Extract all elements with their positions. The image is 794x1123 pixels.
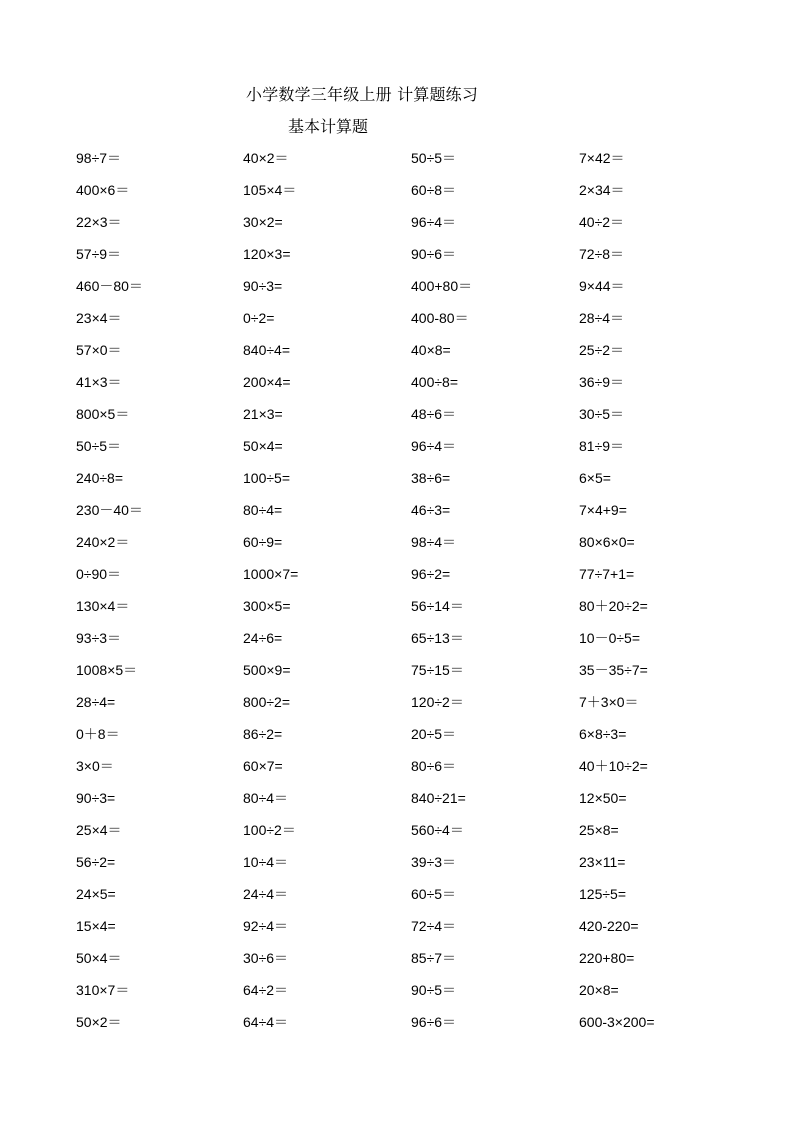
problem-item: 30÷6＝ bbox=[243, 950, 289, 966]
problem-item: 48÷6＝ bbox=[411, 406, 457, 422]
problem-item: 96÷6＝ bbox=[411, 1014, 457, 1030]
problem-item: 12×50= bbox=[579, 790, 627, 806]
problem-item: 60÷9= bbox=[243, 534, 283, 550]
problem-item: 22×3＝ bbox=[76, 214, 122, 230]
problem-item: 56÷2= bbox=[76, 854, 116, 870]
problem-item: 40÷2＝ bbox=[579, 214, 625, 230]
problem-item: 23×4＝ bbox=[76, 310, 122, 326]
problem-item: 80÷6＝ bbox=[411, 758, 457, 774]
problem-item: 800÷2= bbox=[243, 694, 291, 710]
problem-item: 56÷14＝ bbox=[411, 598, 464, 614]
problem-item: 36÷9＝ bbox=[579, 374, 625, 390]
problem-item: 80×6×0= bbox=[579, 534, 635, 550]
problem-item: 65÷13＝ bbox=[411, 630, 464, 646]
problem-item: 3×0＝ bbox=[76, 758, 114, 774]
problem-item: 75÷15＝ bbox=[411, 662, 464, 678]
problem-item: 0＋8＝ bbox=[76, 726, 120, 742]
problem-item: 50÷5＝ bbox=[76, 438, 122, 454]
problem-item: 400+80＝ bbox=[411, 278, 473, 294]
problem-item: 39÷3＝ bbox=[411, 854, 457, 870]
problem-item: 72÷8＝ bbox=[579, 246, 625, 262]
problem-item: 80÷4= bbox=[243, 502, 283, 518]
problem-item: 50×4＝ bbox=[76, 950, 122, 966]
problem-item: 23×11= bbox=[579, 854, 626, 870]
problem-item: 80＋20÷2= bbox=[579, 598, 648, 614]
problem-item: 72÷4＝ bbox=[411, 918, 457, 934]
problem-item: 500×9= bbox=[243, 662, 291, 678]
problem-item: 15×4= bbox=[76, 918, 116, 934]
problem-item: 130×4＝ bbox=[76, 598, 130, 614]
problem-item: 400-80＝ bbox=[411, 310, 469, 326]
problem-item: 98÷7＝ bbox=[76, 150, 122, 166]
problem-item: 7×4+9= bbox=[579, 502, 627, 518]
problem-item: 28÷4＝ bbox=[579, 310, 625, 326]
problem-item: 60÷5＝ bbox=[411, 886, 457, 902]
problem-item: 7＋3×0＝ bbox=[579, 694, 639, 710]
problem-item: 240×2＝ bbox=[76, 534, 130, 550]
problem-item: 20×8= bbox=[579, 982, 619, 998]
problem-item: 100÷5= bbox=[243, 470, 291, 486]
problem-item: 96÷4＝ bbox=[411, 438, 457, 454]
problem-item: 60÷8＝ bbox=[411, 182, 457, 198]
problem-item: 25×4＝ bbox=[76, 822, 122, 838]
problem-item: 93÷3＝ bbox=[76, 630, 122, 646]
problem-item: 50×4= bbox=[243, 438, 283, 454]
problem-item: 10÷4＝ bbox=[243, 854, 289, 870]
problem-item: 120÷2＝ bbox=[411, 694, 464, 710]
problem-item: 1008×5＝ bbox=[76, 662, 138, 678]
section-heading: 基本计算题 bbox=[288, 117, 369, 136]
problem-item: 1000×7= bbox=[243, 566, 299, 582]
problem-item: 420-220= bbox=[579, 918, 639, 934]
problem-item: 100÷2＝ bbox=[243, 822, 296, 838]
problem-item: 24÷4＝ bbox=[243, 886, 289, 902]
problem-item: 86÷2= bbox=[243, 726, 283, 742]
problem-item: 10－0÷5= bbox=[579, 630, 641, 646]
problem-item: 77÷7+1= bbox=[579, 566, 635, 582]
problem-item: 64÷4＝ bbox=[243, 1014, 289, 1030]
problem-item: 230－40＝ bbox=[76, 502, 143, 518]
problem-item: 240÷8= bbox=[76, 470, 124, 486]
problem-item: 200×4= bbox=[243, 374, 291, 390]
problem-item: 81÷9＝ bbox=[579, 438, 625, 454]
problem-item: 41×3＝ bbox=[76, 374, 122, 390]
problem-item: 25÷2＝ bbox=[579, 342, 625, 358]
problem-item: 40×8= bbox=[411, 342, 451, 358]
problem-item: 300×5= bbox=[243, 598, 291, 614]
problem-item: 560÷4＝ bbox=[411, 822, 464, 838]
problem-item: 9×44＝ bbox=[579, 278, 625, 294]
problem-item: 460－80＝ bbox=[76, 278, 143, 294]
problem-item: 50÷5＝ bbox=[411, 150, 457, 166]
problem-item: 35－35÷7= bbox=[579, 662, 648, 678]
problem-grid bbox=[76, 147, 756, 1043]
problem-item: 96÷2= bbox=[411, 566, 451, 582]
problem-item: 46÷3= bbox=[411, 502, 451, 518]
problem-item: 40×2＝ bbox=[243, 150, 289, 166]
problem-item: 92÷4＝ bbox=[243, 918, 289, 934]
problem-item: 20÷5＝ bbox=[411, 726, 457, 742]
problem-item: 85÷7＝ bbox=[411, 950, 457, 966]
problem-item: 6×5= bbox=[579, 470, 611, 486]
problem-item: 96÷4＝ bbox=[411, 214, 457, 230]
problem-item: 90÷3= bbox=[243, 278, 283, 294]
problem-item: 80÷4＝ bbox=[243, 790, 289, 806]
problem-item: 2×34＝ bbox=[579, 182, 625, 198]
problem-item: 0÷2= bbox=[243, 310, 275, 326]
problem-item: 38÷6= bbox=[411, 470, 451, 486]
problem-item: 90÷3= bbox=[76, 790, 116, 806]
problem-item: 125÷5= bbox=[579, 886, 627, 902]
problem-item: 105×4＝ bbox=[243, 182, 297, 198]
problem-item: 6×8÷3= bbox=[579, 726, 627, 742]
problem-item: 50×2＝ bbox=[76, 1014, 122, 1030]
problem-item: 25×8= bbox=[579, 822, 619, 838]
problem-item: 98÷4＝ bbox=[411, 534, 457, 550]
problem-item: 0÷90＝ bbox=[76, 566, 122, 582]
problem-item: 840÷21= bbox=[411, 790, 466, 806]
problem-item: 24×5= bbox=[76, 886, 116, 902]
problem-item: 30×2= bbox=[243, 214, 283, 230]
problem-item: 24÷6= bbox=[243, 630, 283, 646]
problem-item: 40＋10÷2= bbox=[579, 758, 648, 774]
problem-item: 60×7= bbox=[243, 758, 283, 774]
problem-item: 400×6＝ bbox=[76, 182, 130, 198]
problem-item: 120×3= bbox=[243, 246, 291, 262]
problem-item: 90÷6＝ bbox=[411, 246, 457, 262]
problem-item: 57÷9＝ bbox=[76, 246, 122, 262]
problem-item: 310×7＝ bbox=[76, 982, 130, 998]
problem-item: 220+80= bbox=[579, 950, 635, 966]
problem-item: 7×42＝ bbox=[579, 150, 625, 166]
problem-item: 400÷8= bbox=[411, 374, 459, 390]
problem-item: 57×0＝ bbox=[76, 342, 122, 358]
problem-item: 30÷5＝ bbox=[579, 406, 625, 422]
problem-item: 90÷5＝ bbox=[411, 982, 457, 998]
problem-item: 28÷4= bbox=[76, 694, 116, 710]
problem-item: 600-3×200= bbox=[579, 1014, 655, 1030]
problem-item: 64÷2＝ bbox=[243, 982, 289, 998]
page-title: 小学数学三年级上册 计算题练习 bbox=[246, 85, 479, 104]
problem-item: 21×3= bbox=[243, 406, 283, 422]
problem-item: 800×5＝ bbox=[76, 406, 130, 422]
problem-item: 840÷4= bbox=[243, 342, 291, 358]
